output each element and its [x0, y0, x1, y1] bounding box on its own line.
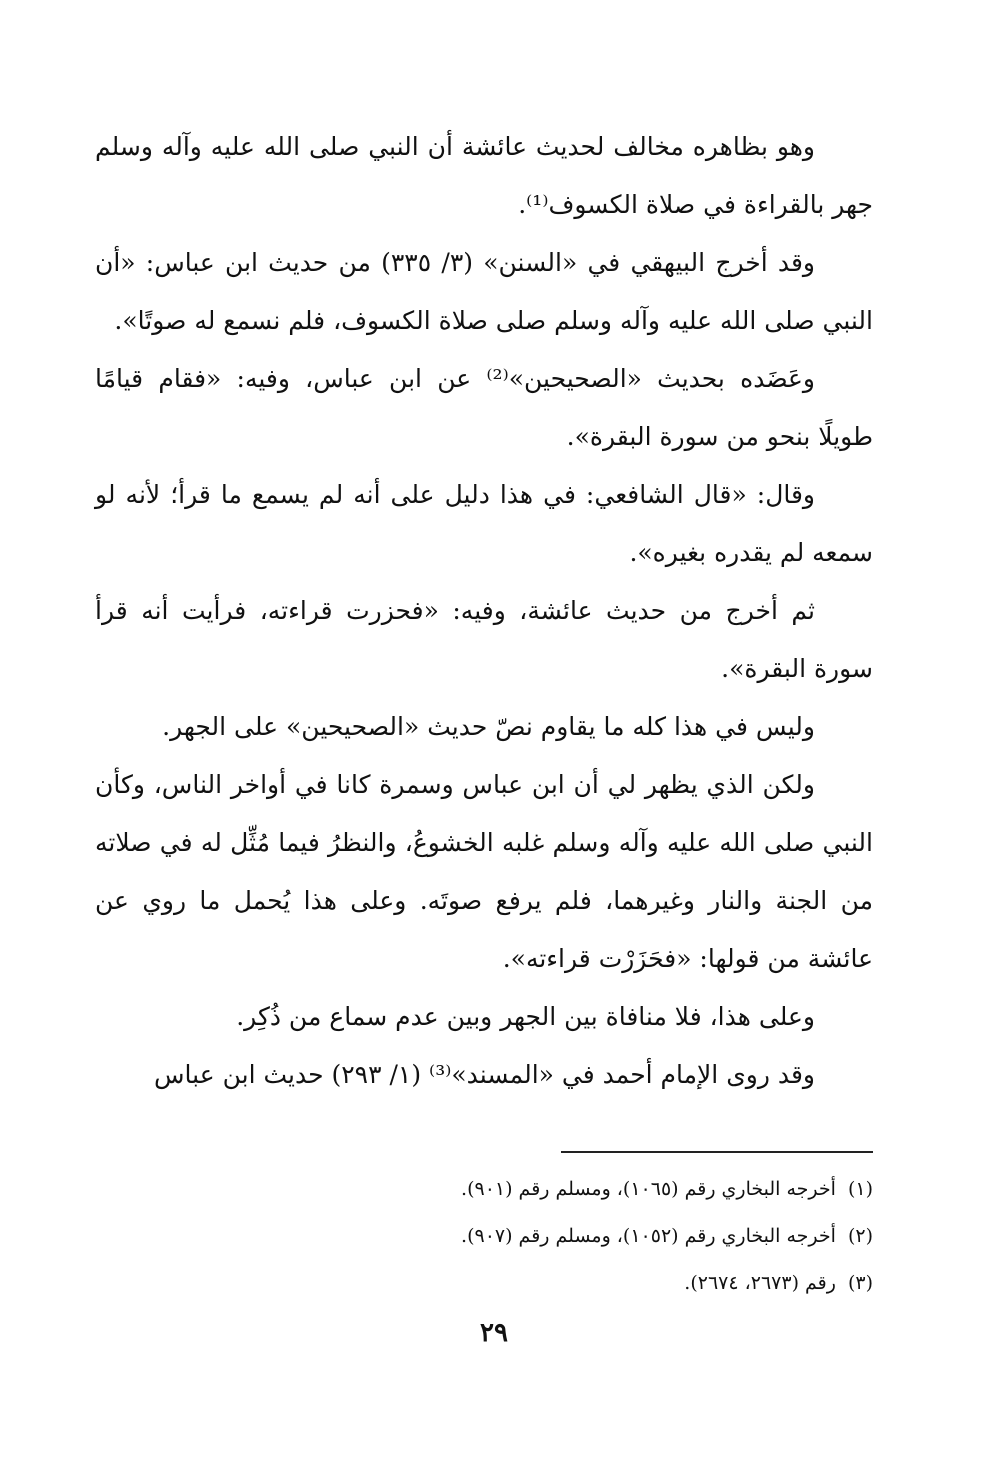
footnote-text: أخرجه البخاري رقم (١٠٥٢)، ومسلم رقم (٩٠٧).	[461, 1225, 836, 1247]
paragraph-9: وقد روى الإمام أحمد في «المسند»⁽³⁾ (١/ ٢٩٣) حديث ابن عباس	[154, 1060, 815, 1089]
footnote-text: رقم (٢٦٧٣، ٢٦٧٤).	[684, 1272, 836, 1294]
paragraph-6: وليس في هذا كله ما يقاوم نصّ حديث «الصحيحين» على الجهر.	[162, 712, 815, 741]
paragraph-7: ولكن الذي يظهر لي أن ابن عباس وسمرة كانا في أواخر الناس، وكأن النبي صلى الله عليه وآله وسلم غلبه الخشوعُ، والنظرُ فيما مُثِّل له في صلاته من الجنة والنار وغيرهما، فلم يرفع صوتَه. وعلى هذا يُحمل ما روي عن عائشة من قولها: «فحَزَرْت قراءته».	[95, 770, 873, 973]
paragraph-3: وعَضَده بحديث «الصحيحين»⁽²⁾ عن ابن عباس، وفيه: «فقام قيامًا طويلًا بنحو من سورة البقرة».	[95, 364, 873, 451]
footnotes	[95, 1166, 873, 1307]
footnote-3	[95, 1260, 873, 1307]
footnote-number: (٣)	[847, 1272, 873, 1294]
page-number: ٢٩	[480, 1318, 508, 1348]
paragraph-8: وعلى هذا، فلا منافاة بين الجهر وبين عدم سماع من ذُكِر.	[236, 1002, 815, 1031]
footnote-1	[95, 1166, 873, 1213]
footnote-2	[95, 1213, 873, 1260]
paragraph-2: وقد أخرج البيهقي في «السنن» (٣/ ٣٣٥) من حديث ابن عباس: «أن النبي صلى الله عليه وآله وسلم صلى صلاة الكسوف، فلم نسمع له صوتًا».	[95, 248, 873, 335]
book-page	[95, 118, 873, 1358]
footnote-text: أخرجه البخاري رقم (١٠٦٥)، ومسلم رقم (٩٠١).	[461, 1178, 836, 1200]
paragraph-4: وقال: «قال الشافعي: في هذا دليل على أنه لم يسمع ما قرأ؛ لأنه لو سمعه لم يقدره بغيره».	[95, 480, 873, 567]
main-text	[95, 118, 873, 1104]
footnote-number: (٢)	[847, 1225, 873, 1247]
paragraph-1: وهو بظاهره مخالف لحديث عائشة أن النبي صلى الله عليه وآله وسلم جهر بالقراءة في صلاة الكسوف⁽¹⁾.	[95, 132, 873, 219]
footnote-divider	[561, 1151, 873, 1153]
footnote-number: (١)	[847, 1178, 873, 1200]
paragraph-5: ثم أخرج من حديث عائشة، وفيه: «فحزرت قراءته، فرأيت أنه قرأ سورة البقرة».	[95, 596, 873, 683]
